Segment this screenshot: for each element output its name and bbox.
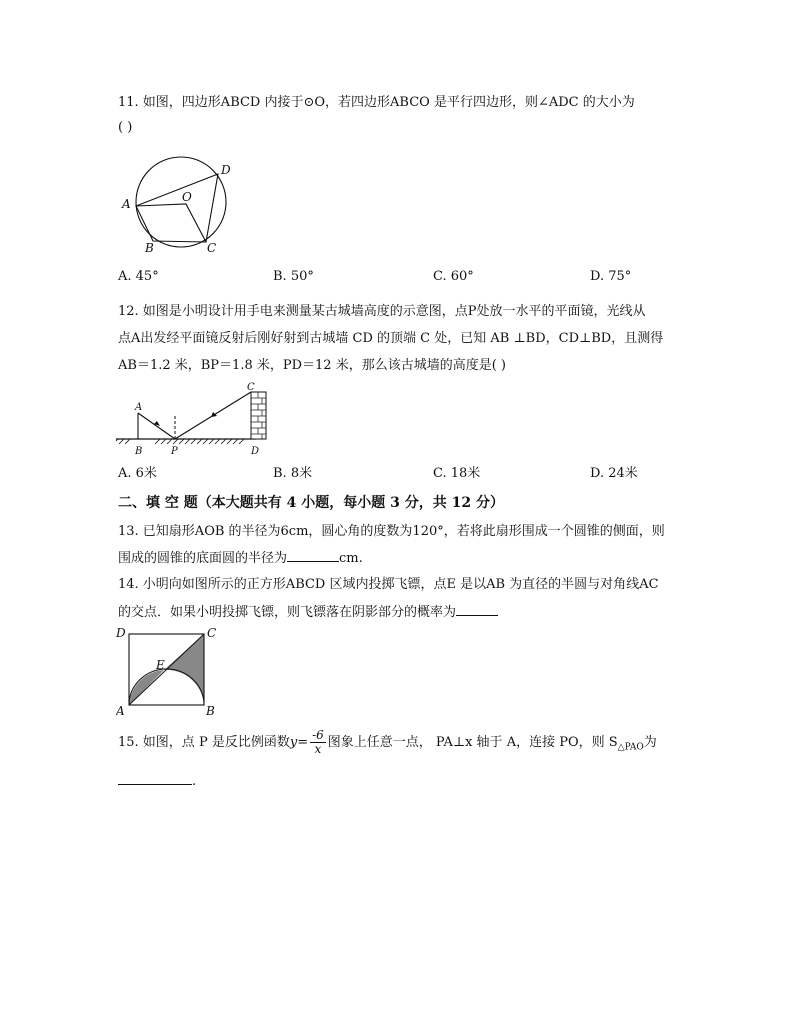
- q15-y: y: [289, 735, 298, 750]
- q12-label-c: C: [247, 382, 255, 393]
- q14-label-a: A: [116, 704, 125, 718]
- q11-label-c: C: [207, 241, 217, 255]
- q12-line1: 12. 如图是小明设计用手电来测量某古城墙高度的示意图，点P处放一水平的平面镜，光线从: [118, 304, 646, 319]
- q12-option-a: A. 6米: [118, 466, 157, 481]
- q15-answer-line: [118, 772, 196, 790]
- q11-paren: ( ): [118, 120, 133, 135]
- q11-quadrilateral: [136, 174, 218, 242]
- q11-label-o: O: [182, 190, 192, 204]
- q11-option-a: A. 45°: [118, 269, 159, 284]
- q12-option-d: D. 24米: [590, 466, 638, 481]
- q15-text: [118, 728, 657, 758]
- q11-option-c: C. 60°: [433, 269, 474, 284]
- q12-label-a: A: [135, 402, 143, 413]
- q13-line2: [118, 549, 363, 567]
- q15-numerator: -6: [312, 728, 324, 742]
- q11-label-d: D: [221, 163, 231, 177]
- q14-line2: [118, 603, 498, 621]
- q12-label-b: B: [135, 446, 143, 457]
- q11-label-a: A: [122, 197, 131, 211]
- q13-line1: 13. 已知扇形AOB 的半径为6cm，圆心角的度数为120°，若将此扇形围成一个圆锥的侧面，则: [118, 524, 665, 539]
- q12-option-b: B. 8米: [273, 466, 313, 481]
- q14-line2-text: 的交点．如果小明投掷飞镖，则飞镖落在阴影部分的概率为: [118, 605, 457, 620]
- q11-label-b: B: [145, 241, 154, 255]
- q12-wall: [251, 392, 266, 439]
- q11-option-b: B. 50°: [273, 269, 314, 284]
- q14-figure: [116, 625, 226, 719]
- q12-figure: [116, 380, 272, 460]
- q11-text: 11. 如图，四边形ABCD 内接于⊙O，若四边形ABCO 是平行四边形，则∠ADC 的大小为: [118, 95, 635, 110]
- q12-arrow-2: [211, 412, 217, 417]
- q15-dot: .: [192, 774, 197, 789]
- q14-label-d: D: [116, 626, 126, 640]
- q11-option-d: D. 75°: [590, 269, 632, 284]
- q14-line1: 14. 小明向如图所示的正方形ABCD 区域内投掷飞镖，点E 是以AB 为直径的半圆与对角线AC: [118, 577, 659, 592]
- q11-figure: [118, 156, 238, 256]
- q13-answer-blank: [287, 549, 339, 562]
- q14-label-e: E: [156, 658, 165, 672]
- q12-option-c: C. 18米: [433, 466, 481, 481]
- q15-fraction: [310, 729, 326, 756]
- q15-subscript: △PAO: [617, 742, 644, 753]
- q15-pre: 15. 如图，点 P 是反比例函数: [118, 735, 290, 750]
- q14-label-b: B: [206, 704, 215, 718]
- q11-parallelogram-sides: [136, 204, 206, 242]
- q12-label-p: P: [171, 446, 178, 457]
- q15-end: 为: [643, 735, 657, 750]
- section-2-heading: 二、填 空 题（本大题共有 4 小题，每小题 3 分，共 12 分）: [118, 495, 504, 511]
- q12-label-d: D: [251, 446, 260, 457]
- q13-unit: cm.: [339, 551, 363, 566]
- q13-line2-text: 围成的圆锥的底面圆的半径为: [118, 551, 288, 566]
- q12-ground-hatch: [116, 439, 244, 444]
- q12-line2: 点A出发经平面镜反射后刚好射到古城墙 CD 的顶端 C 处，已知 AB ⊥BD，CD⊥BD，且测得: [118, 331, 664, 346]
- q15-denominator: x: [314, 742, 322, 756]
- q15-post: 图象上任意一点， PA⊥x 轴于 A，连接 PO，则 S: [327, 735, 618, 750]
- q12-line3: AB＝1.2 米，BP＝1.8 米，PD＝12 米，那么该古城墙的高度是( ): [118, 358, 506, 373]
- q14-label-c: C: [207, 626, 217, 640]
- q15-eq: =: [297, 735, 309, 750]
- q15-answer-blank: [118, 772, 192, 785]
- q14-answer-blank: [456, 603, 498, 616]
- q12-incident-ray: [138, 413, 175, 439]
